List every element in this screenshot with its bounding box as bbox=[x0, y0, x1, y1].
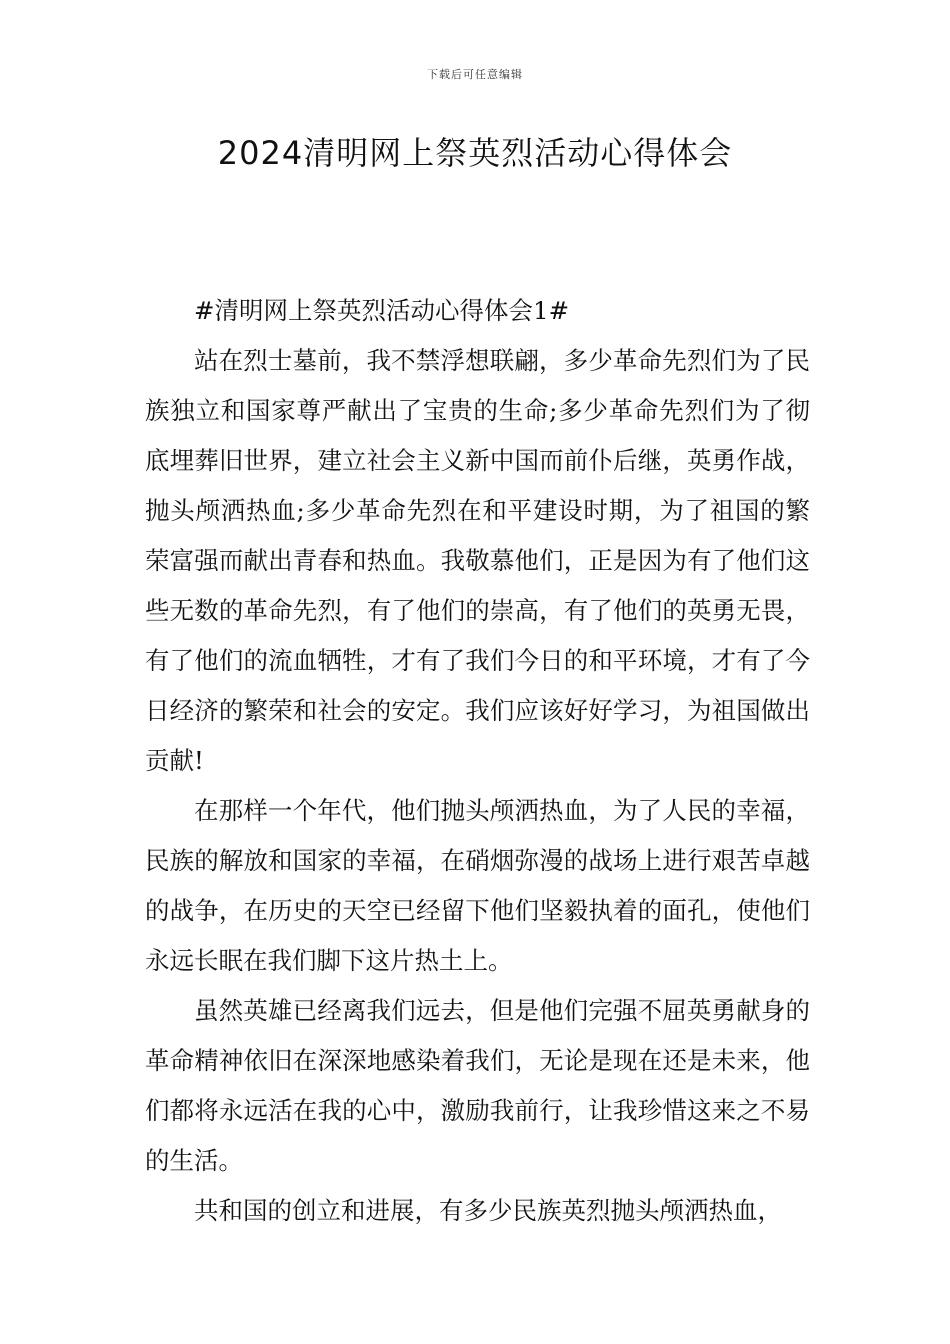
paragraph-1: 站在烈士墓前，我不禁浮想联翩，多少革命先烈们为了民族独立和国家尊严献出了宝贵的生命;多少革命先烈们为了彻底埋葬旧世界，建立社会主义新中国而前仆后继，英勇作战，抛头颅洒热血;多少革命先烈在和平建设时期，为了祖国的繁荣富强而献出青春和热血。我敬慕他们，正是因为有了他们这些无数的革命先烈，有了他们的崇高，有了他们的英勇无畏，有了他们的流血牺牲，才有了我们今日的和平环境，才有了今日经济的繁荣和社会的安定。我们应该好好学习，为祖国做出贡献! bbox=[145, 346, 810, 775]
section-heading: #清明网上祭英烈活动心得体会1# bbox=[194, 296, 570, 325]
paragraph-2: 在那样一个年代，他们抛头颅洒热血，为了人民的幸福，民族的解放和国家的幸福，在硝烟弥漫的战场上进行艰苦卓越的战争，在历史的天空已经留下他们坚毅执着的面孔，使他们永远长眠在我们脚下这片热土上。 bbox=[145, 796, 810, 975]
document-body bbox=[145, 286, 810, 1236]
header-note: 下载后可任意编辑 bbox=[427, 68, 523, 81]
paragraph-4: 共和国的创立和进展，有多少民族英烈抛头颅洒热血， bbox=[194, 1196, 782, 1225]
paragraph-3: 虽然英雄已经离我们远去，但是他们完强不屈英勇献身的革命精神依旧在深深地感染着我们，无论是现在还是未来，他们都将永远活在我的心中，激励我前行，让我珍惜这来之不易的生活。 bbox=[145, 996, 810, 1175]
document-title: 2024清明网上祭英烈活动心得体会 bbox=[217, 134, 733, 172]
